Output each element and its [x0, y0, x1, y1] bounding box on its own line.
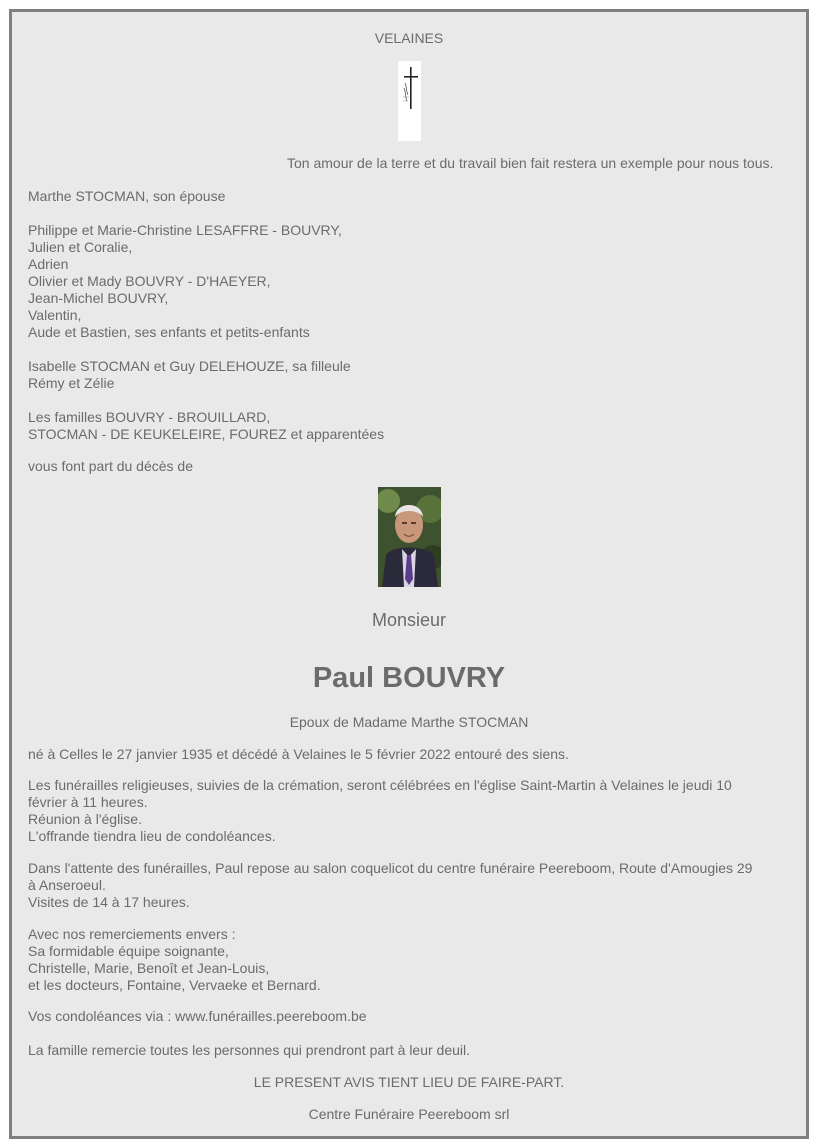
children-line: Olivier et Mady BOUVRY - D'HAEYER, — [28, 273, 271, 289]
families-line: Les familles BOUVRY - BROUILLARD, — [28, 409, 271, 425]
quote-text: Ton amour de la terre et du travail bien fait restera un exemple pour nous tous. — [287, 155, 774, 171]
birth-death-line: né à Celles le 27 janvier 1935 et décédé à Velaines le 5 février 2022 entouré des siens. — [28, 746, 569, 762]
notice-line: LE PRESENT AVIS TIENT LIEU DE FAIRE-PART. — [253, 1074, 565, 1090]
funeral-line: février à 11 heures. — [28, 794, 148, 810]
condolences-line: Vos condoléances via : www.funérailles.peereboom.be — [28, 1008, 367, 1024]
thanks-line: Avec nos remerciements envers : — [28, 926, 236, 942]
thanks-line: et les docteurs, Fontaine, Vervaeke et Bernard. — [28, 977, 321, 993]
footer-line: Centre Funéraire Peereboom srl — [308, 1106, 510, 1122]
town-heading: VELAINES — [374, 30, 444, 46]
honorific: Monsieur — [371, 610, 447, 630]
cross-icon — [398, 61, 421, 141]
visitation-line: à Anseroeul. — [28, 877, 106, 893]
children-line: Valentin, — [28, 307, 82, 323]
children-line: Philippe et Marie-Christine LESAFFRE - BOUVRY, — [28, 222, 342, 238]
thanks-line: Sa formidable équipe soignante, — [28, 943, 229, 959]
goddaughter-line: Isabelle STOCMAN et Guy DELEHOUZE, sa filleule — [28, 358, 351, 374]
obituary-card — [9, 9, 809, 1139]
announce-line: vous font part du décès de — [28, 458, 193, 474]
funeral-line: L'offrande tiendra lieu de condoléances. — [28, 828, 276, 844]
visitation-line: Dans l'attente des funérailles, Paul repose au salon coquelicot du centre funéraire Peereboom, Route d'Amougies 29 — [28, 860, 753, 876]
children-line: Julien et Coralie, — [28, 239, 133, 255]
portrait-photo — [378, 487, 441, 587]
goddaughter-line: Rémy et Zélie — [28, 375, 115, 391]
funeral-line: Réunion à l'église. — [28, 811, 142, 827]
children-line: Adrien — [28, 256, 69, 272]
children-line: Jean-Michel BOUVRY, — [28, 290, 169, 306]
closing-line: La famille remercie toutes les personnes qui prendront part à leur deuil. — [28, 1042, 471, 1058]
children-line: Aude et Bastien, ses enfants et petits-enfants — [28, 324, 310, 340]
thanks-line: Christelle, Marie, Benoît et Jean-Louis, — [28, 960, 270, 976]
funeral-line: Les funérailles religieuses, suivies de la crémation, seront célébrées en l'église Saint-Martin à Velaines le jeudi 10 — [28, 777, 732, 793]
spouse-line: Marthe STOCMAN, son épouse — [28, 188, 226, 204]
deceased-name: Paul BOUVRY — [312, 662, 506, 694]
families-line: STOCMAN - DE KEUKELEIRE, FOUREZ et apparentées — [28, 426, 385, 442]
visitation-line: Visites de 14 à 17 heures. — [28, 894, 190, 910]
spouse-subtitle: Epoux de Madame Marthe STOCMAN — [289, 714, 529, 730]
